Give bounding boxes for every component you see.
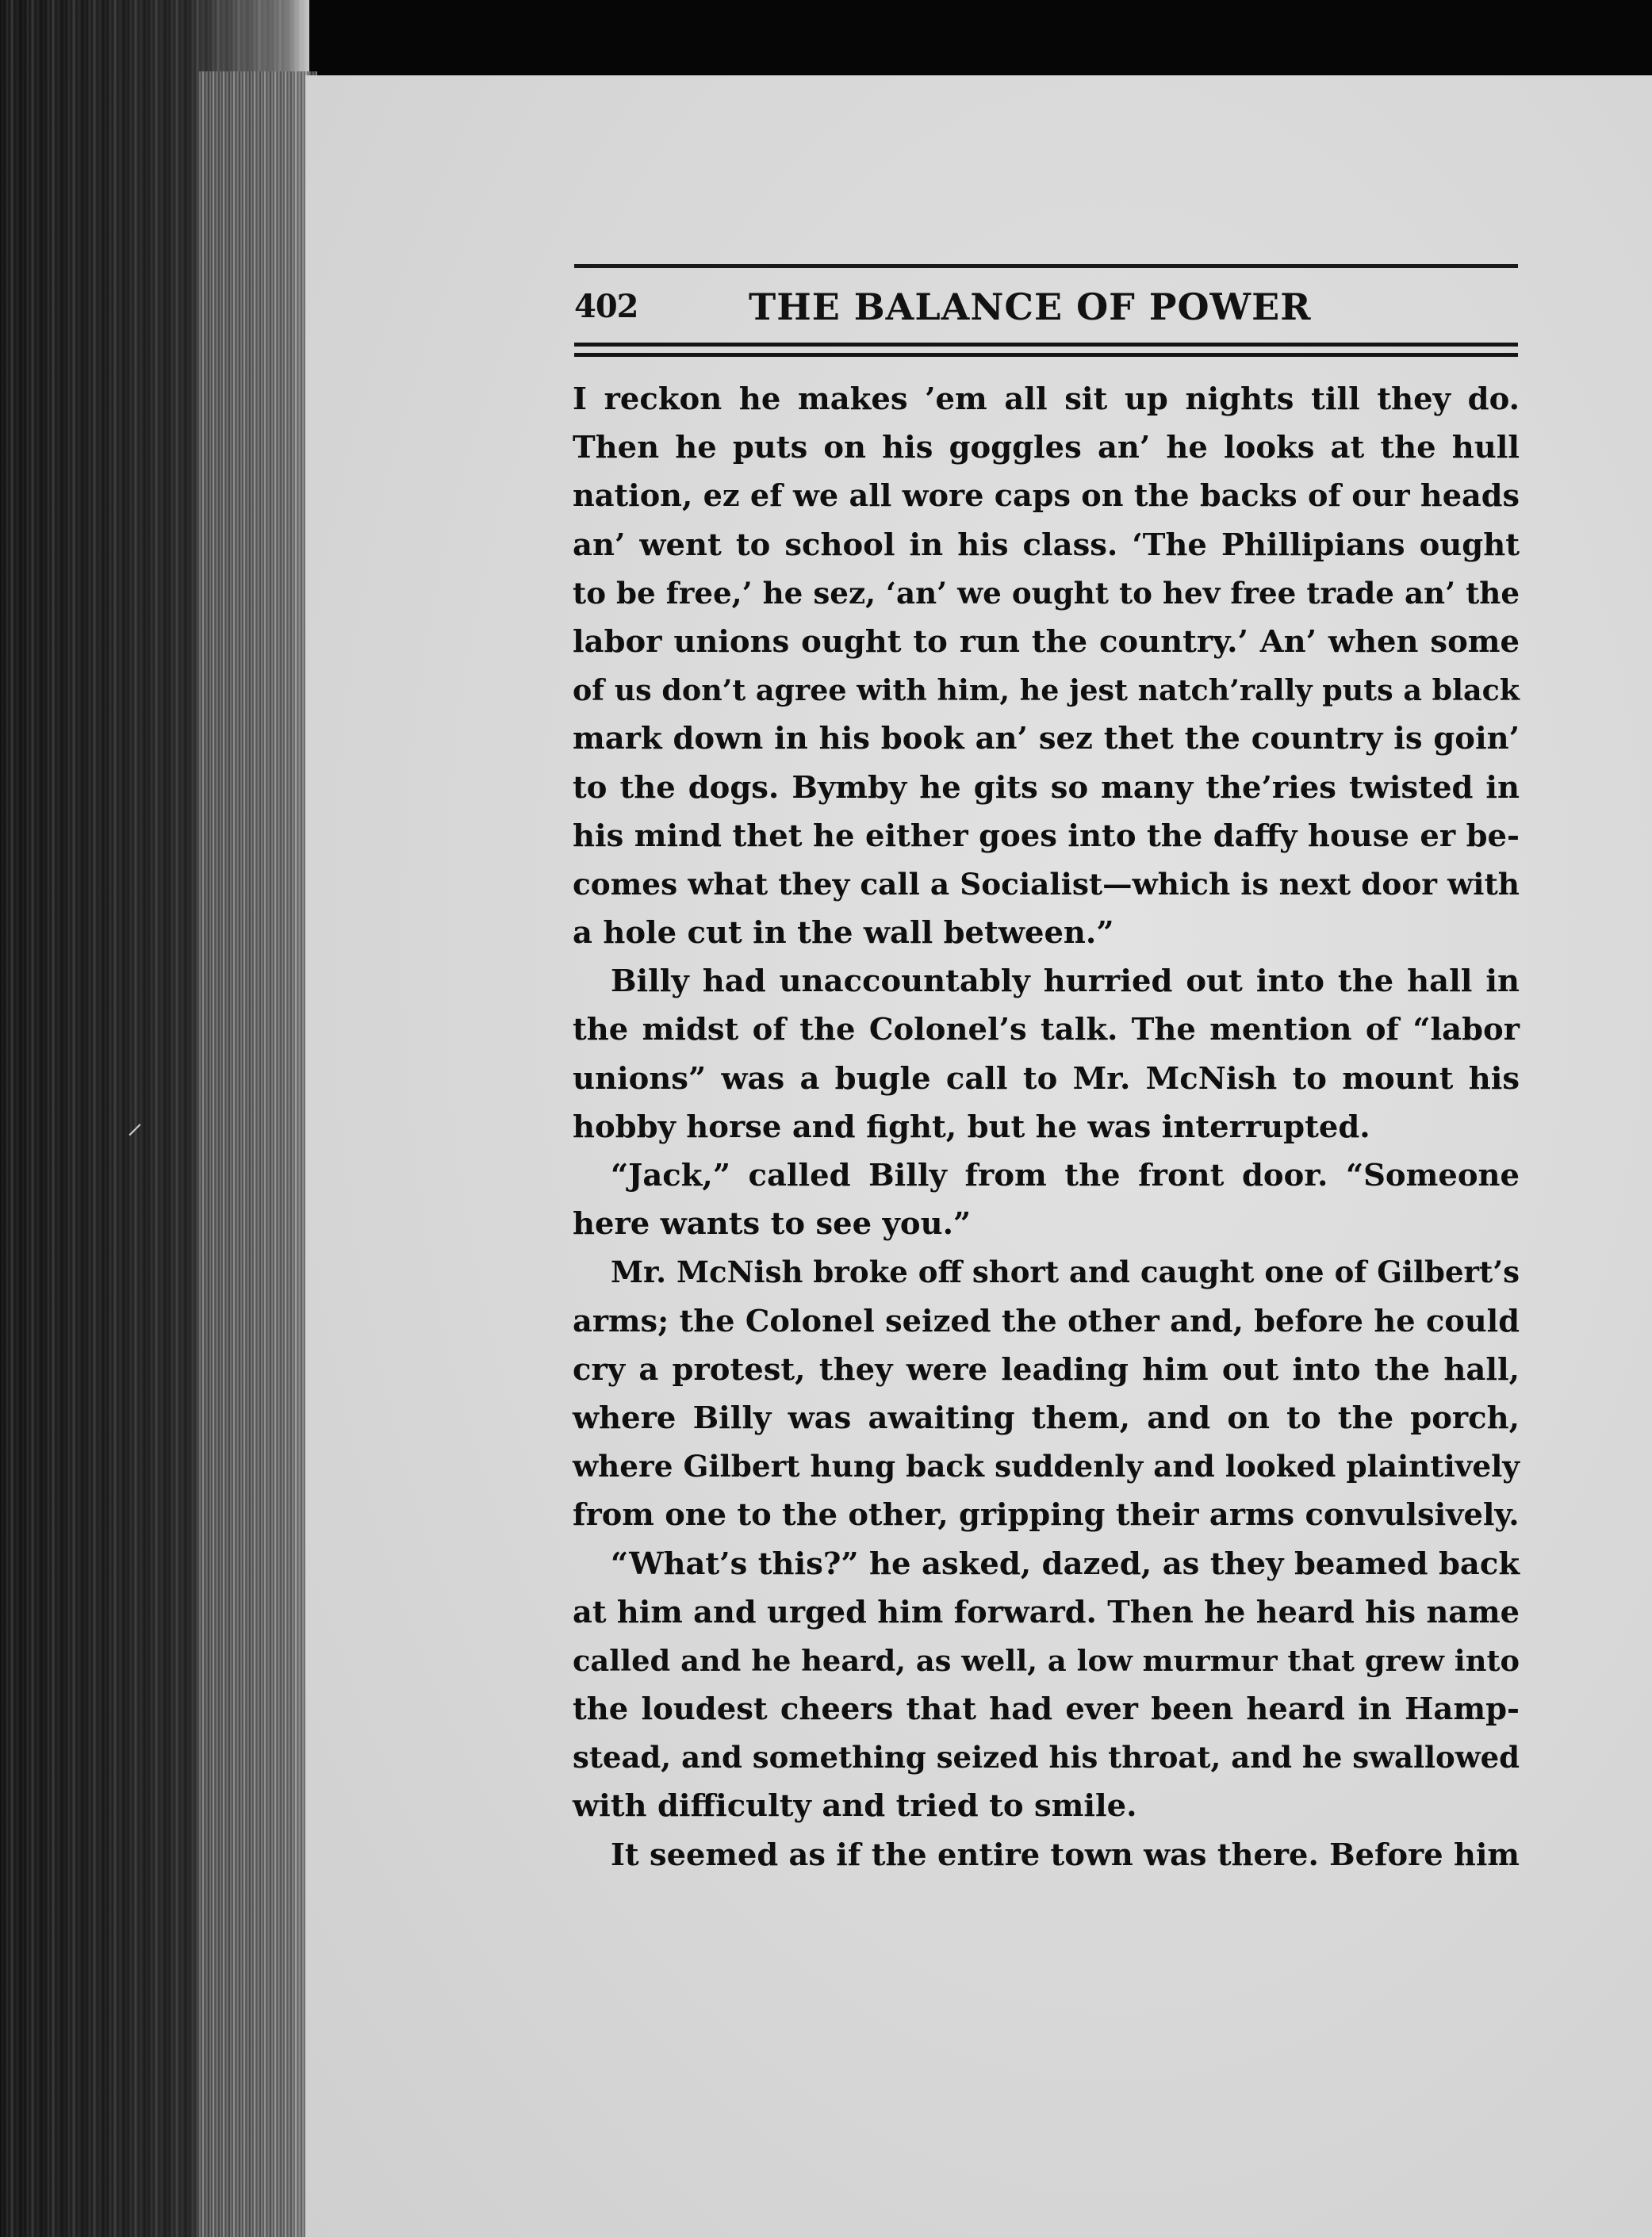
text-line: Billy had unaccountably hurried out into the hall in — [611, 963, 1520, 1000]
text-line: to be free,’ he sez, ‘an’ we ought to hev free trade an’ the — [573, 575, 1520, 611]
text-line: nation, ez ef we all wore caps on the backs of our heads — [573, 478, 1520, 515]
text-line: the loudest cheers that had ever been heard in Hamp- — [573, 1691, 1520, 1728]
text-line: from one to the other, gripping their arms convulsively. — [573, 1497, 1520, 1534]
text-line: Then he puts on his goggles an’ he looks at the hull — [573, 430, 1520, 466]
text-line: mark down in his book an’ sez thet the country is goin’ — [573, 721, 1520, 757]
text-line: unions” was a bugle call to Mr. McNish to mount his — [573, 1060, 1520, 1097]
text-line: “Jack,” called Billy from the front door. “Someone — [611, 1158, 1520, 1193]
running-title: THE BALANCE OF POWER — [749, 285, 1312, 328]
book-page-edges — [198, 71, 317, 2237]
text-line: stead, and something seized his throat, and he swallowed — [573, 1740, 1520, 1775]
text-line: called and he heard, as well, a low murmur that grew into — [573, 1642, 1520, 1678]
text-line: where Gilbert hung back suddenly and looked plaintively — [573, 1449, 1520, 1484]
text-line: of us don’t agree with him, he jest natch’rally puts a black — [573, 673, 1520, 708]
text-line: a hole cut in the wall between.” — [573, 915, 1114, 952]
text-line: here wants to see you.” — [573, 1206, 972, 1243]
text-line: “What’s this?” he asked, dazed, as they beamed back — [611, 1546, 1520, 1582]
margin-mark: ⸝ — [127, 1105, 143, 1141]
text-line: where Billy was awaiting them, and on to the porch, — [573, 1400, 1520, 1436]
text-line: Mr. McNish broke off short and caught one of Gilbert’s — [611, 1254, 1520, 1290]
text-line: arms; the Colonel seized the other and, before he could — [573, 1303, 1520, 1339]
text-line: labor unions ought to run the country.’ An’ when some — [573, 623, 1520, 660]
text-line: his mind thet he either goes into the daffy house er be- — [573, 818, 1520, 854]
text-line: the midst of the Colonel’s talk. The mention of “labor — [573, 1012, 1520, 1048]
text-line: cry a protest, they were leading him out into the hall, — [573, 1351, 1520, 1388]
text-line: hobby horse and fight, but he was interrupted. — [573, 1109, 1370, 1145]
text-line: with difficulty and tried to smile. — [573, 1788, 1137, 1825]
text-line: an’ went to school in his class. ‘The Phillipians ought — [573, 527, 1520, 563]
text-line: It seemed as if the entire town was there. Before him — [611, 1837, 1520, 1873]
running-head — [574, 279, 1518, 335]
text-line: to the dogs. Bymby he gits so many the’ries twisted in — [573, 769, 1520, 806]
page-number: 402 — [574, 288, 638, 325]
text-line: comes what they call a Socialist—which is next door with — [573, 866, 1520, 902]
page-body-text — [573, 375, 1520, 1879]
text-line: I reckon he makes ’em all sit up nights till they do. — [573, 381, 1520, 417]
header-rule-bottom — [574, 343, 1518, 357]
header-rule-top — [574, 264, 1518, 268]
text-line: at him and urged him forward. Then he heard his name — [573, 1594, 1520, 1630]
